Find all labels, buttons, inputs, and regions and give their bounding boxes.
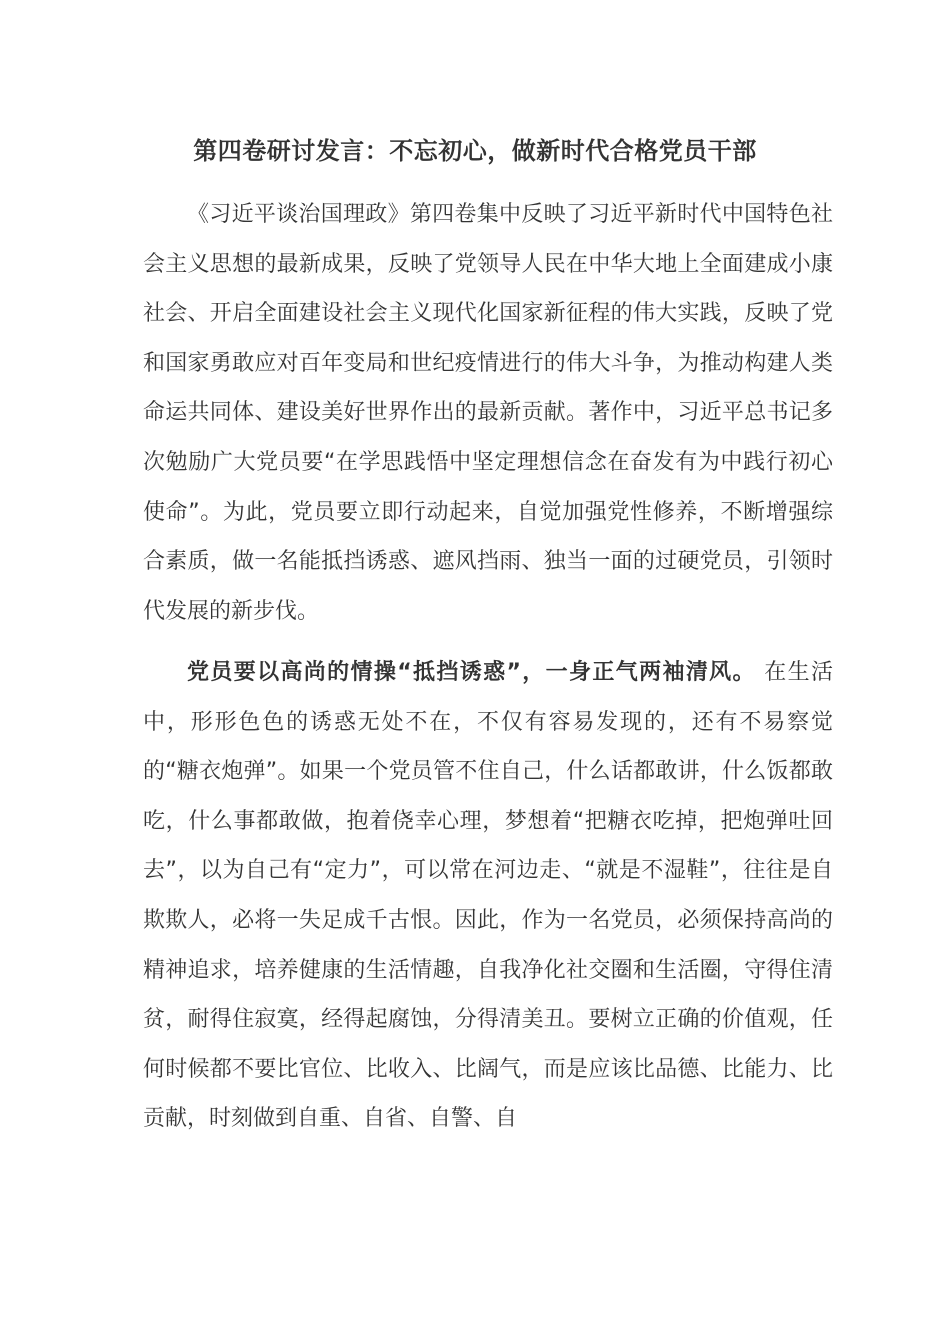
paragraph-1-text: 《习近平谈治国理政》第四卷集中反映了习近平新时代中国特色社会主义思想的最新成果，反映了党领导人民在中华大地上全面建成小康社会、开启全面建设社会主义现代化国家新征程的伟大实践，反映了党和国家勇敢应对百年变局和世纪疫情进行的伟大斗争，为推动构建人类命运共同体、建设美好世界作出的最新贡献。著作中，习近平总书记多次勉励广大党员要“在学思践悟中坚定理想信念在奋发有为中践行初心使命”。为此，党员要立即行动起来，自觉加强党性修养，不断增强综合素质，做一名能抵挡诱惑、遮风挡雨、独当一面的过硬党员，引领时代发展的新步伐。 [143,202,833,624]
paragraph-2-lead: 党员要以高尚的情操“抵挡诱惑”，一身正气两袖清风。 [187,660,756,685]
paragraph-2 [143,648,833,1144]
paragraph-1 [143,190,833,636]
paragraph-2-body: 在生活中，形形色色的诱惑无处不在，不仅有容易发现的，还有不易察觉的“糖衣炮弹”。如果一个党员管不住自己，什么话都敢讲，什么饭都敢吃，什么事都敢做，抱着侥幸心理，梦想着“把糖衣吃掉，把炮弹吐回去”，以为自己有“定力”，可以常在河边走、“就是不湿鞋”，往往是自欺欺人，必将一失足成千古恨。因此，作为一名党员，必须保持高尚的精神追求，培养健康的生活情趣，自我净化社交圈和生活圈，守得住清贫，耐得住寂寞，经得起腐蚀，分得清美丑。要树立正确的价值观，任何时候都不要比官位、比收入、比阔气，而是应该比品德、比能力、比贡献，时刻做到自重、自省、自警、自 [143,660,833,1132]
paragraph-2-text [143,648,833,1144]
document-title: 第四卷研讨发言：不忘初心，做新时代合格党员干部 [193,137,757,165]
